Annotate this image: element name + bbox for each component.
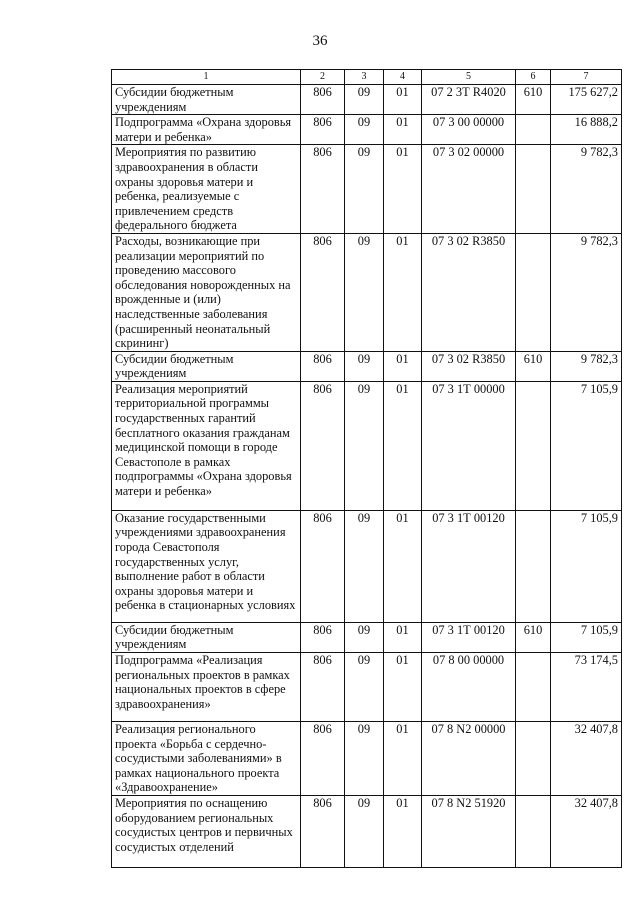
cell-section: 09 xyxy=(345,351,384,381)
column-header: 2 xyxy=(301,70,345,85)
cell-amount: 9 782,3 xyxy=(551,233,622,351)
row-name: Мероприятия по развитию здравоохранения в области охраны здоровья матери и ребенка, реализуемые с привлечением средств федерального бюджета xyxy=(112,145,301,234)
cell-subsection: 01 xyxy=(384,233,422,351)
row-name: Мероприятия по оснащению оборудованием региональных сосудистых центров и первичных сосудистых отделений xyxy=(112,796,301,868)
cell-amount: 7 105,9 xyxy=(551,622,622,652)
cell-expense-type xyxy=(516,145,551,234)
table-row xyxy=(112,722,622,796)
cell-code: 806 xyxy=(301,653,345,722)
cell-amount: 9 782,3 xyxy=(551,351,622,381)
row-name: Субсидии бюджетным учреждениям xyxy=(112,351,301,381)
cell-target-article: 07 8 00 00000 xyxy=(422,653,516,722)
cell-amount: 16 888,2 xyxy=(551,115,622,145)
cell-amount: 9 782,3 xyxy=(551,145,622,234)
cell-amount: 7 105,9 xyxy=(551,510,622,622)
column-header: 4 xyxy=(384,70,422,85)
row-name: Подпрограмма «Охрана здоровья матери и ребенка» xyxy=(112,115,301,145)
cell-section: 09 xyxy=(345,145,384,234)
cell-amount: 73 174,5 xyxy=(551,653,622,722)
cell-expense-type xyxy=(516,381,551,510)
cell-expense-type xyxy=(516,115,551,145)
cell-section: 09 xyxy=(345,85,384,115)
table-row xyxy=(112,85,622,115)
cell-section: 09 xyxy=(345,510,384,622)
column-header: 1 xyxy=(112,70,301,85)
cell-subsection: 01 xyxy=(384,510,422,622)
table-row xyxy=(112,653,622,722)
table-row xyxy=(112,381,622,510)
cell-expense-type xyxy=(516,233,551,351)
column-header: 5 xyxy=(422,70,516,85)
cell-section: 09 xyxy=(345,381,384,510)
cell-code: 806 xyxy=(301,351,345,381)
cell-amount: 175 627,2 xyxy=(551,85,622,115)
cell-expense-type xyxy=(516,510,551,622)
cell-section: 09 xyxy=(345,233,384,351)
cell-target-article: 07 3 00 00000 xyxy=(422,115,516,145)
cell-target-article: 07 8 N2 51920 xyxy=(422,796,516,868)
table-row xyxy=(112,622,622,652)
column-header: 6 xyxy=(516,70,551,85)
cell-section: 09 xyxy=(345,796,384,868)
cell-section: 09 xyxy=(345,622,384,652)
cell-subsection: 01 xyxy=(384,381,422,510)
row-name: Подпрограмма «Реализация региональных проектов в рамках национальных проектов в сфере здравоохранения» xyxy=(112,653,301,722)
table-row xyxy=(112,510,622,622)
cell-subsection: 01 xyxy=(384,622,422,652)
cell-section: 09 xyxy=(345,722,384,796)
budget-table xyxy=(111,69,622,868)
row-name: Расходы, возникающие при реализации мероприятий по проведению массового обследования новорожденных на врожденные и (или) наследственные заболевания (расширенный неонатальный скрининг) xyxy=(112,233,301,351)
cell-amount: 32 407,8 xyxy=(551,796,622,868)
row-name: Реализация мероприятий территориальной программы государственных гарантий бесплатного оказания гражданам медицинской помощи в городе Севастополе в рамках подпрограммы «Охрана здоровья матери и ребенка» xyxy=(112,381,301,510)
cell-subsection: 01 xyxy=(384,722,422,796)
row-name: Оказание государственными учреждениями здравоохранения города Севастополя государственных услуг, выполнение работ в области охраны здоровья матери и ребенка в стационарных условиях xyxy=(112,510,301,622)
cell-target-article: 07 3 1Т 00120 xyxy=(422,622,516,652)
cell-expense-type xyxy=(516,653,551,722)
cell-subsection: 01 xyxy=(384,351,422,381)
cell-section: 09 xyxy=(345,115,384,145)
table-row xyxy=(112,233,622,351)
cell-subsection: 01 xyxy=(384,145,422,234)
row-name: Субсидии бюджетным учреждениям xyxy=(112,85,301,115)
cell-section: 09 xyxy=(345,653,384,722)
cell-subsection: 01 xyxy=(384,115,422,145)
cell-expense-type: 610 xyxy=(516,622,551,652)
cell-target-article: 07 3 02 00000 xyxy=(422,145,516,234)
page-number: 36 xyxy=(312,33,328,49)
table-row xyxy=(112,115,622,145)
cell-target-article: 07 2 3Т R4020 xyxy=(422,85,516,115)
cell-subsection: 01 xyxy=(384,653,422,722)
cell-code: 806 xyxy=(301,233,345,351)
table-row xyxy=(112,145,622,234)
column-header: 7 xyxy=(551,70,622,85)
cell-target-article: 07 8 N2 00000 xyxy=(422,722,516,796)
cell-code: 806 xyxy=(301,622,345,652)
cell-code: 806 xyxy=(301,85,345,115)
table-row xyxy=(112,796,622,868)
row-name: Реализация регионального проекта «Борьба с сердечно-сосудистыми заболеваниями» в рамках национального проекта «Здравоохранение» xyxy=(112,722,301,796)
cell-code: 806 xyxy=(301,115,345,145)
cell-expense-type xyxy=(516,722,551,796)
row-name: Субсидии бюджетным учреждениям xyxy=(112,622,301,652)
cell-expense-type: 610 xyxy=(516,85,551,115)
cell-target-article: 07 3 02 R3850 xyxy=(422,351,516,381)
cell-expense-type: 610 xyxy=(516,351,551,381)
cell-code: 806 xyxy=(301,796,345,868)
column-header: 3 xyxy=(345,70,384,85)
cell-code: 806 xyxy=(301,381,345,510)
table-header-row xyxy=(112,70,622,85)
table-row xyxy=(112,351,622,381)
cell-code: 806 xyxy=(301,722,345,796)
cell-code: 806 xyxy=(301,510,345,622)
cell-amount: 32 407,8 xyxy=(551,722,622,796)
cell-expense-type xyxy=(516,796,551,868)
cell-subsection: 01 xyxy=(384,796,422,868)
cell-code: 806 xyxy=(301,145,345,234)
cell-target-article: 07 3 1Т 00120 xyxy=(422,510,516,622)
cell-target-article: 07 3 02 R3850 xyxy=(422,233,516,351)
cell-amount: 7 105,9 xyxy=(551,381,622,510)
cell-target-article: 07 3 1Т 00000 xyxy=(422,381,516,510)
cell-subsection: 01 xyxy=(384,85,422,115)
